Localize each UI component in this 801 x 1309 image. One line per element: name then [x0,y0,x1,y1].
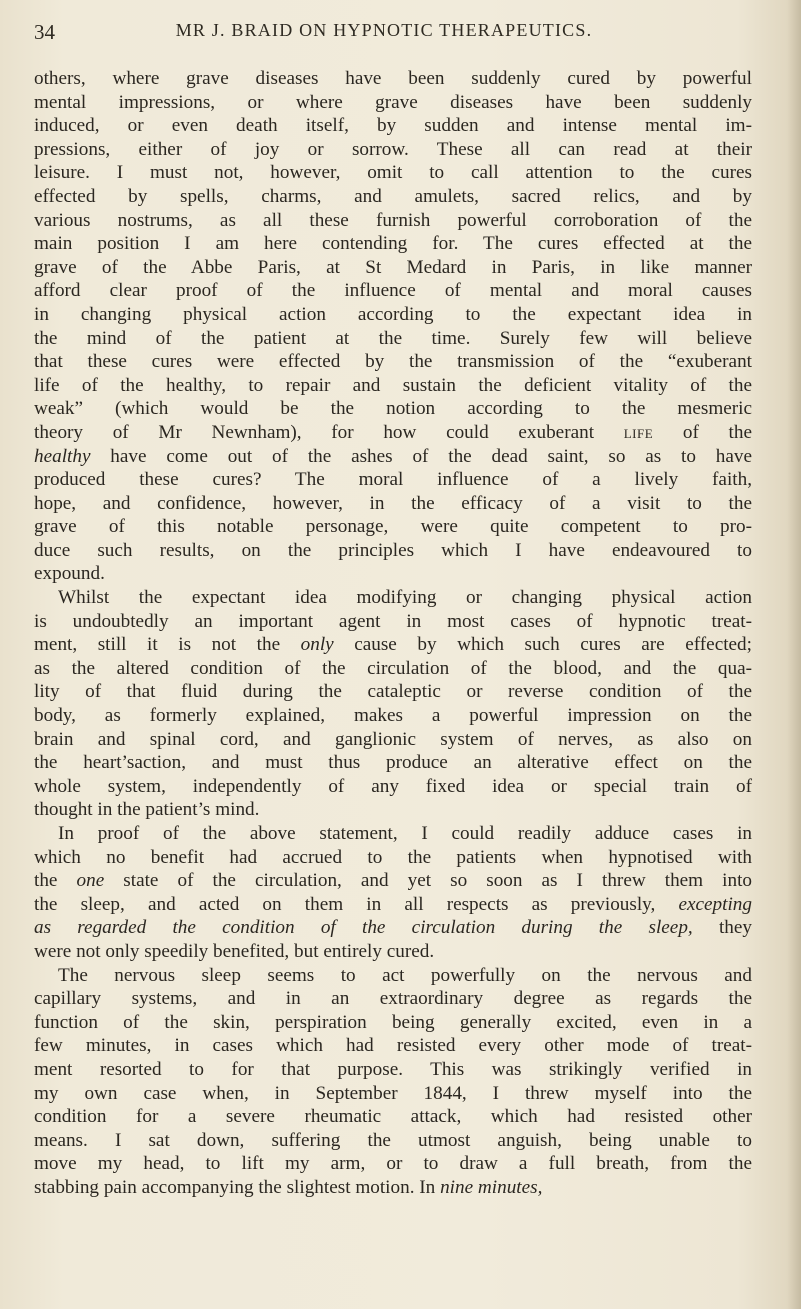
small-caps-text: life [623,421,654,443]
text-run: afford clear proof of the influence of mental and moral causes [34,280,752,302]
text-run: life of the healthy, to repair and sustain the deficient vitality of the [34,374,752,396]
text-line [34,91,752,115]
text-line [34,916,752,940]
text-line [34,586,752,610]
text-run: the mind of the patient at the time. Surely few will believe [34,327,752,349]
text-line [34,1058,752,1082]
text-run: that these cures were effected by the transmission of the “exuberant [34,351,752,373]
text-run: grave of the Abbe Paris, at St Medard in Paris, in like manner [34,256,752,278]
text-line [34,303,752,327]
text-line [34,209,752,233]
text-line [34,539,752,563]
text-line [34,751,752,775]
text-line [34,327,752,351]
text-line [34,1082,752,1106]
text-run: expound. [34,563,105,585]
text-run: leisure. I must not, however, omit to call attention to the cures [34,162,752,184]
text-run: which no benefit had accrued to the patients when hypnotised with [34,846,752,868]
text-line [34,279,752,303]
text-run: mental impressions, or where grave diseases have been suddenly [34,91,752,113]
text-run: the sleep, and acted on them in all respects as previously, [34,893,679,915]
text-run: effected by spells, charms, and amulets, sacred relics, and by [34,185,752,207]
text-run: were not only speedily benefited, but entirely cured. [34,940,435,962]
page-number: 34 [34,20,55,44]
text-run: is undoubtedly an important agent in most cases of hypnotic treat- [34,610,752,632]
body-text [34,67,752,1200]
text-line [34,893,752,917]
text-run: induced, or even death itself, by sudden and intense mental im- [34,115,752,137]
text-run: body, as formerly explained, makes a powerful impression on the [34,705,752,727]
text-run: function of the skin, perspiration being generally excited, even in a [34,1011,752,1033]
text-run: means. I sat down, suffering the utmost anguish, being unable to [34,1129,752,1151]
text-line [34,846,752,870]
text-run: condition for a severe rheumatic attack, which had resisted other [34,1106,752,1128]
text-run: move my head, to lift my arm, or to draw a full breath, from the [34,1153,752,1175]
paragraph-p3 [34,822,752,964]
text-line [34,1152,752,1176]
text-line [34,161,752,185]
text-run: others, where grave diseases have been suddenly cured by powerful [34,68,752,89]
text-line [34,610,752,634]
text-line [34,680,752,704]
text-line [34,1011,752,1035]
text-run: lity of that fluid during the cataleptic or reverse condition of the [34,681,752,703]
italic-text: excepting [678,893,752,915]
text-line [34,657,752,681]
text-line [34,987,752,1011]
text-line [34,185,752,209]
text-line [34,515,752,539]
text-line [34,468,752,492]
text-run: of the [653,421,752,443]
text-line [34,728,752,752]
text-line [34,1129,752,1153]
text-line [34,374,752,398]
text-run: capillary systems, and in an extraordinary degree as regards the [34,988,752,1010]
text-line [34,940,752,964]
italic-text: nine minutes, [440,1176,543,1198]
paragraph-p1 [34,67,752,586]
paragraph-p4 [34,964,752,1200]
text-line [34,138,752,162]
text-line [34,232,752,256]
page-header [34,20,774,52]
text-run: The nervous sleep seems to act powerfully on the nervous and [58,964,752,986]
text-run: ment resorted to for that purpose. This was strikingly verified in [34,1058,752,1080]
text-run: my own case when, in September 1844, I threw myself into the [34,1082,752,1104]
text-line [34,421,752,445]
text-line [34,775,752,799]
text-line [34,562,752,586]
text-line [34,633,752,657]
text-line [34,1105,752,1129]
text-run: few minutes, in cases which had resisted every other mode of treat- [34,1035,752,1057]
text-run: ment, still it is not the [34,634,301,656]
italic-text: only [300,634,334,656]
text-line [34,492,752,516]
text-run: grave of this notable personage, were quite competent to pro- [34,516,752,538]
italic-text: one [76,870,105,892]
text-line [34,397,752,421]
page-edge-shadow [787,0,801,1309]
running-head: MR J. BRAID ON HYPNOTIC THERAPEUTICS. [175,20,593,40]
text-run: In proof of the above statement, I could readily adduce cases in [58,823,752,844]
text-run: produced these cures? The moral influence of a lively faith, [34,469,752,491]
text-run: brain and spinal cord, and ganglionic system of nerves, as also on [34,728,752,750]
text-run: various nostrums, as all these furnish powerful corroboration of the [34,209,752,231]
text-run: theory of Mr Newnham), for how could exuberant [34,421,624,443]
text-run: hope, and confidence, however, in the efficacy of a visit to the [34,492,752,514]
text-run: in changing physical action according to the expectant idea in [34,303,752,325]
text-run: state of the circulation, and yet so soon as I threw them into [104,870,752,892]
text-run: Whilst the expectant idea modifying or changing physical action [58,587,752,609]
text-line [34,869,752,893]
text-run: stabbing pain accompanying the slightest motion. In [34,1176,441,1198]
italic-text: healthy [34,445,91,467]
text-run: cause by which such cures are effected; [333,634,752,656]
text-run: the [34,870,77,892]
text-line [34,350,752,374]
text-line [34,704,752,728]
text-run: they [692,917,752,939]
text-run: the heart’saction, and must thus produce an alterative effect on the [34,752,752,774]
text-run: duce such results, on the principles which I have endeavoured to [34,539,752,561]
text-line [34,256,752,280]
text-line [34,1034,752,1058]
text-run: thought in the patient’s mind. [34,799,260,821]
text-run: whole system, independently of any fixed idea or special train of [34,775,752,797]
text-line [34,964,752,988]
text-line [34,114,752,138]
text-line [34,445,752,469]
text-line [34,67,752,91]
text-line [34,798,752,822]
text-run: have come out of the ashes of the dead saint, so as to have [90,445,752,467]
text-line [34,1176,752,1200]
text-run: main position I am here contending for. The cures effected at the [34,233,752,255]
text-run: pressions, either of joy or sorrow. These all can read at their [34,138,752,160]
italic-text: as regarded the condition of the circulation during the sleep, [34,917,693,939]
text-run: as the altered condition of the circulation of the blood, and the qua- [34,657,752,679]
text-run: weak” (which would be the notion according to the mesmeric [34,398,752,420]
text-line [34,822,752,846]
paragraph-p2 [34,586,752,822]
